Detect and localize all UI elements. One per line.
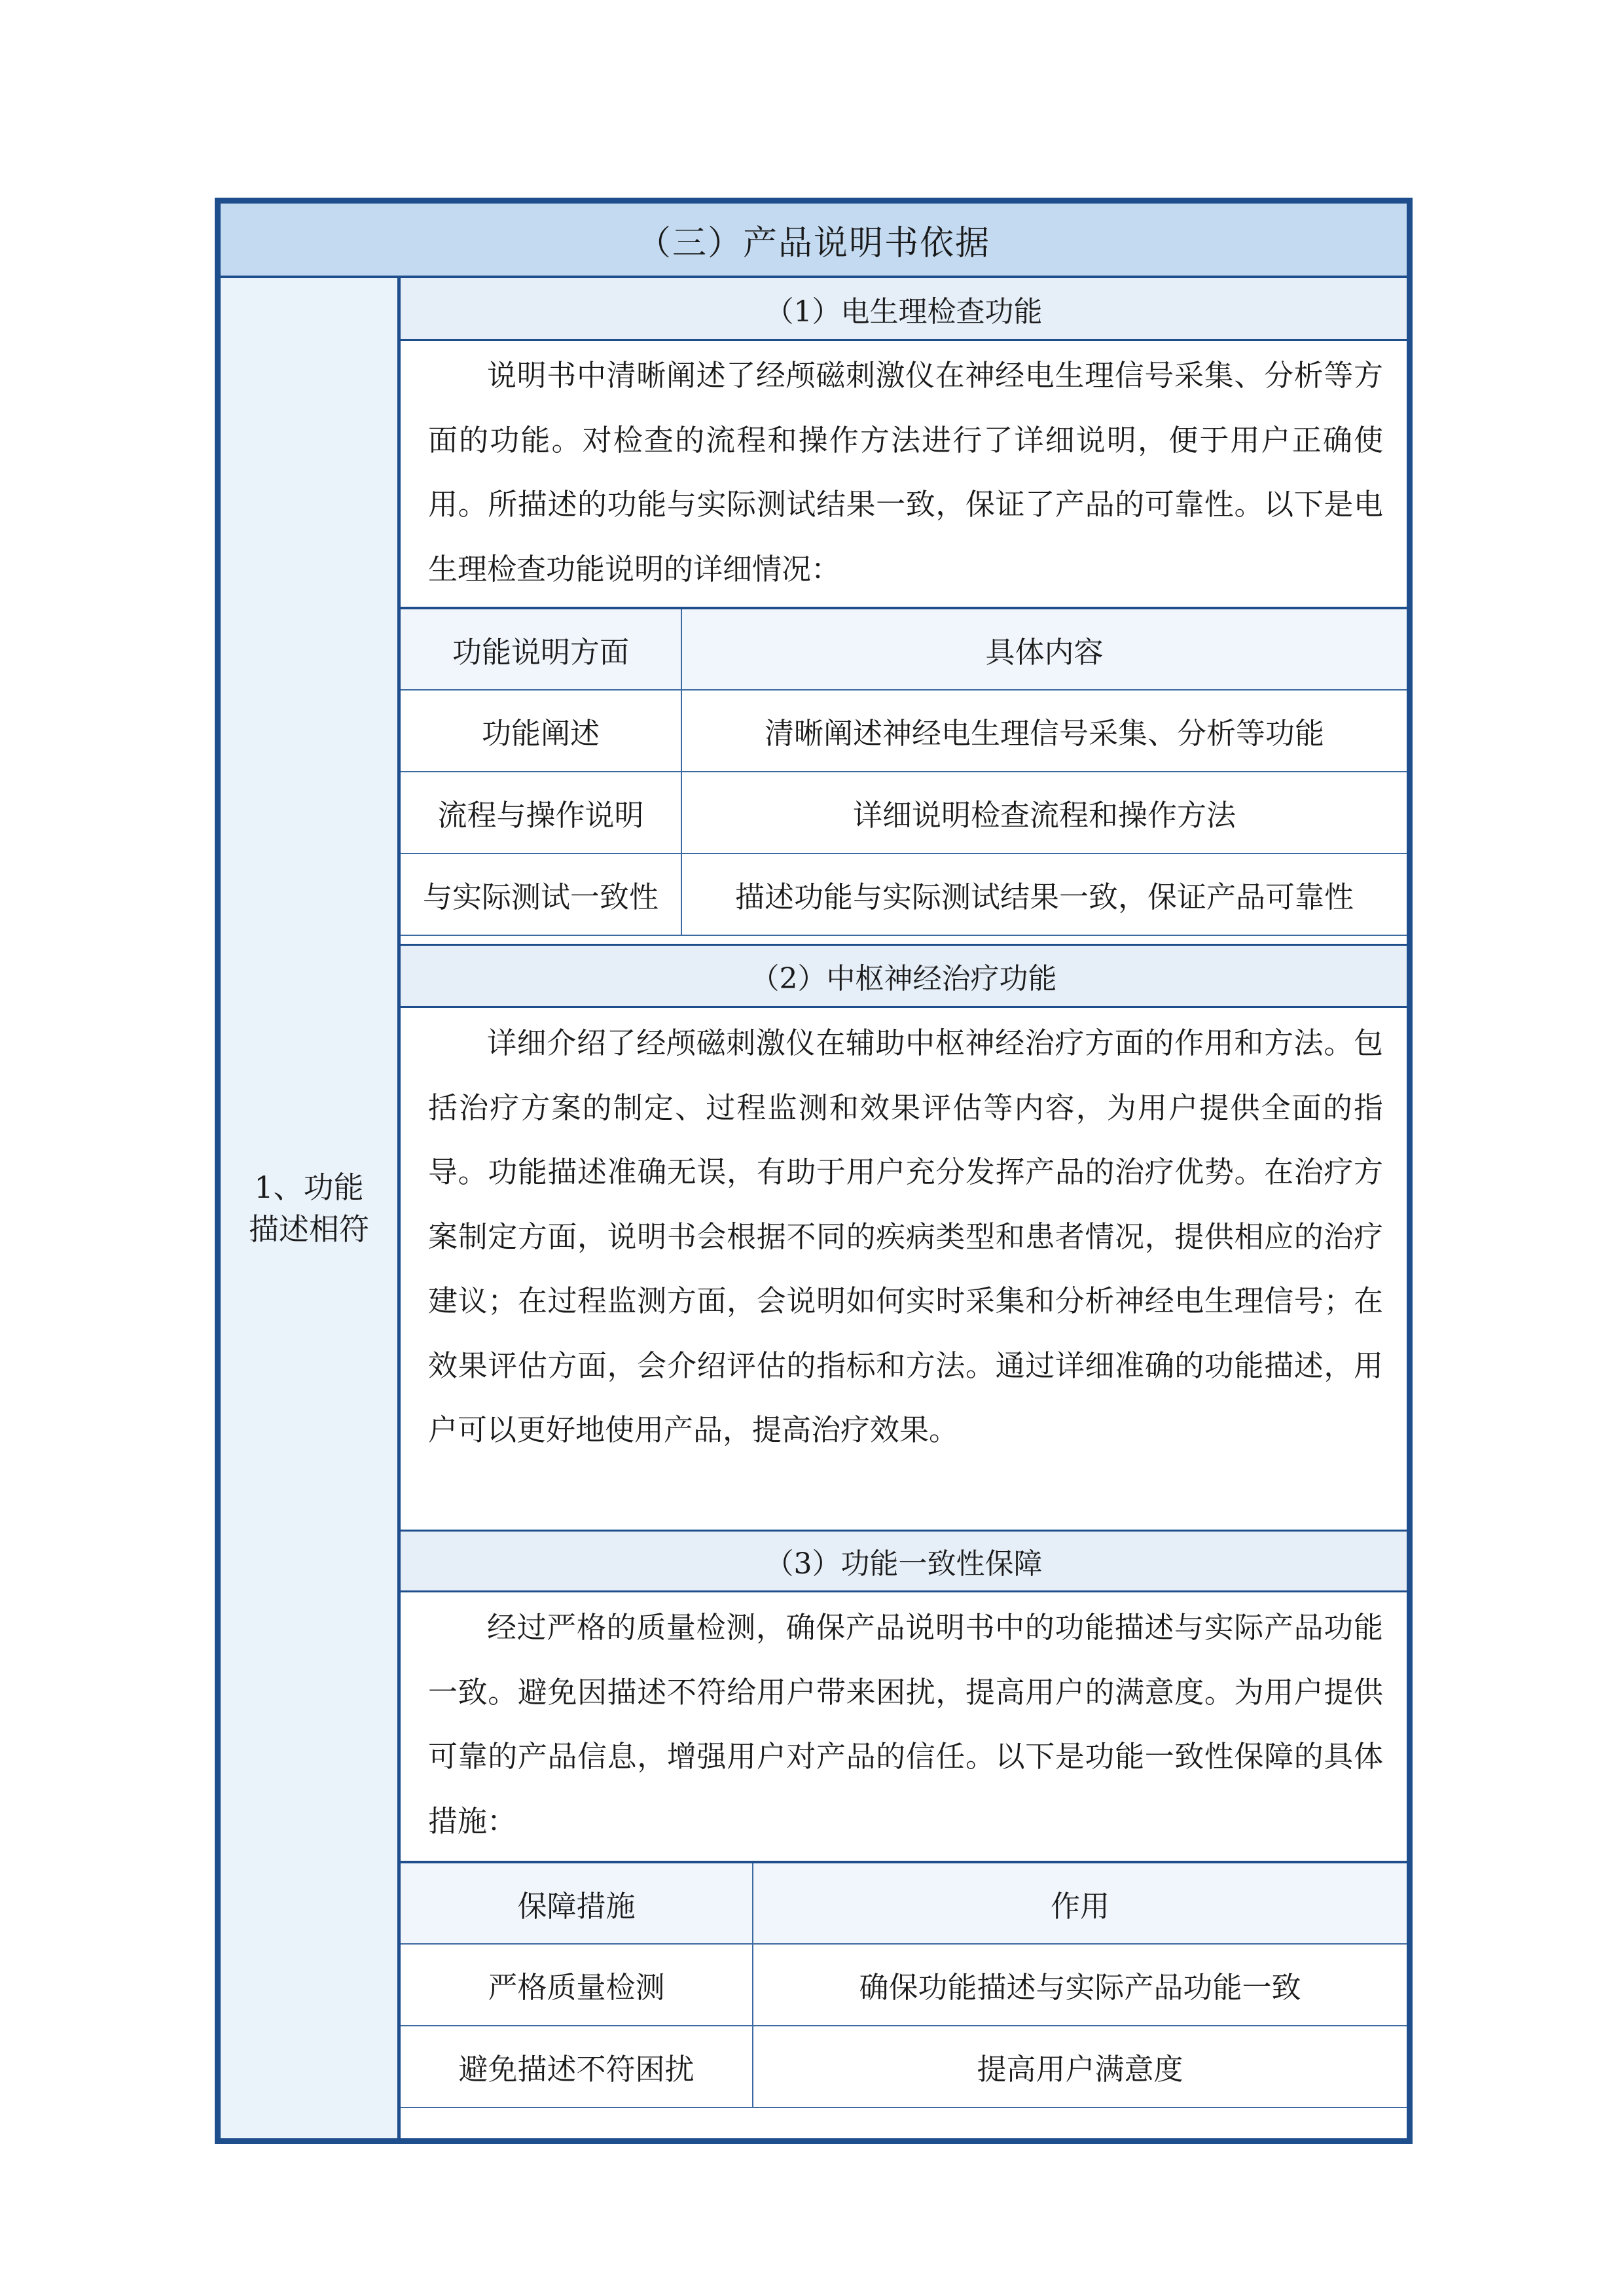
section-heading-electrophysiology: （1）电生理检查功能 xyxy=(401,278,1407,341)
table-row xyxy=(401,853,1407,935)
table-row xyxy=(401,2026,1407,2108)
document-frame xyxy=(215,198,1413,2144)
table-header-cell: 保障措施 xyxy=(401,1862,753,1944)
table-cell: 与实际测试一致性 xyxy=(401,853,681,935)
table-cell: 描述功能与实际测试结果一致，保证产品可靠性 xyxy=(681,853,1407,935)
table-header-cell: 具体内容 xyxy=(681,608,1407,690)
consistency-table xyxy=(401,1861,1407,2108)
table-header-cell: 功能说明方面 xyxy=(401,608,681,690)
table-row xyxy=(401,1944,1407,2026)
table-cell: 清晰阐述神经电生理信号采集、分析等功能 xyxy=(681,690,1407,772)
table-row xyxy=(401,772,1407,853)
table-row xyxy=(401,690,1407,772)
table-header-cell: 作用 xyxy=(753,1862,1407,1944)
electrophysiology-table xyxy=(401,607,1407,936)
table-cell: 确保功能描述与实际产品功能一致 xyxy=(753,1944,1407,2026)
table-cell: 严格质量检测 xyxy=(401,1944,753,2026)
table-cell: 提高用户满意度 xyxy=(753,2026,1407,2108)
section-paragraph-cns-treatment: 详细介绍了经颅磁刺激仪在辅助中枢神经治疗方面的作用和方法。包括治疗方案的制定、过程监测和效果评估等内容，为用户提供全面的指导。功能描述准确无误，有助于用户充分发挥产品的治疗优势。在治疗方案制定方面，说明书会根据不同的疾病类型和患者情况，提供相应的治疗建议；在过程监测方面，会说明如何实时采集和分析神经电生理信号；在效果评估方面，会介绍评估的指标和方法。通过详细准确的功能描述，用户可以更好地使用产品，提高治疗效果。 xyxy=(428,1026,1383,1447)
left-category-cell xyxy=(221,278,401,2138)
table-cell: 功能阐述 xyxy=(401,690,681,772)
page-title: （三）产品说明书依据 xyxy=(221,204,1407,278)
table-cell: 避免描述不符困扰 xyxy=(401,2026,753,2108)
content-column xyxy=(401,278,1407,2138)
category-label: 1、功能描述相符 xyxy=(249,1170,369,1247)
section-paragraph-consistency: 经过严格的质量检测，确保产品说明书中的功能描述与实际产品功能一致。避免因描述不符给用户带来困扰，提高用户的满意度。为用户提供可靠的产品信息，增强用户对产品的信任。以下是功能一致性保障的具体措施： xyxy=(428,1610,1383,1839)
table-cell: 流程与操作说明 xyxy=(401,772,681,853)
section-paragraph-electrophysiology: 说明书中清晰阐述了经颅磁刺激仪在神经电生理信号采集、分析等方面的功能。对检查的流程和操作方法进行了详细说明，便于用户正确使用。所描述的功能与实际测试结果一致，保证了产品的可靠性。以下是电生理检查功能说明的详细情况： xyxy=(428,358,1383,586)
table-header-row xyxy=(401,1862,1407,1944)
section-heading-consistency: （3）功能一致性保障 xyxy=(401,1530,1407,1592)
section-heading-cns-treatment: （2）中枢神经治疗功能 xyxy=(401,944,1407,1008)
table-header-row xyxy=(401,608,1407,690)
table-cell: 详细说明检查流程和操作方法 xyxy=(681,772,1407,853)
